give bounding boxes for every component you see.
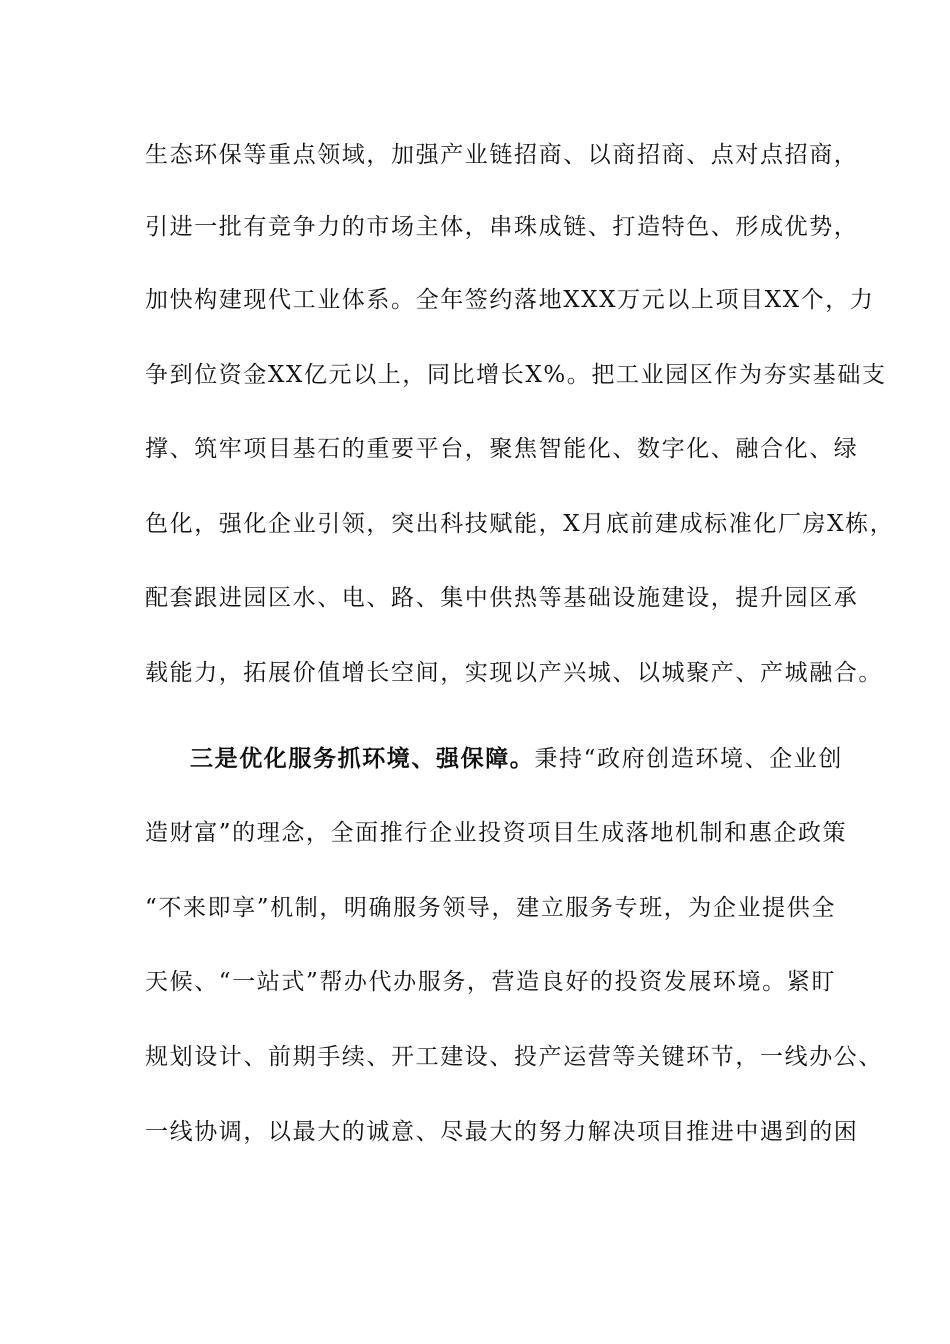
- paragraph1-line-4: 争到位资金XX亿元以上，同比增长X%。把工业园区作为夯实基础支: [145, 362, 887, 388]
- paragraph2-heading: 三是优化服务抓环境、强保障。: [190, 745, 535, 772]
- paragraph2-first-line-rest: 秉持“政府创造环境、企业创: [534, 746, 843, 772]
- paragraph1-line-1: 生态环保等重点领域，加强产业链招商、以商招商、点对点招商，: [145, 142, 859, 168]
- paragraph1-line-6: 色化，强化企业引领，突出科技赋能，X月底前建成标准化厂房X栋，: [145, 511, 895, 537]
- paragraph1-line-7: 配套跟进园区水、电、路、集中供热等基础设施建设，提升园区承: [145, 585, 859, 611]
- paragraph1-line-2: 引进一批有竞争力的市场主体，串珠成链、打造特色、形成优势，: [145, 214, 859, 240]
- paragraph2-line-1: [190, 744, 880, 774]
- paragraph1-line-5: 撑、筑牢项目基石的重要平台，聚焦智能化、数字化、融合化、绿: [145, 436, 859, 462]
- paragraph2-line-3: “不来即享”机制，明确服务领导，建立服务专班，为企业提供全: [145, 895, 836, 921]
- paragraph2-line-4: 天候、“一站式”帮办代办服务，营造良好的投资发展环境。紧盯: [145, 969, 836, 995]
- paragraph2-line-5: 规划设计、前期手续、开工建设、投产运营等关键环节，一线办公、: [145, 1044, 883, 1070]
- paragraph2-line-2: 造财富”的理念，全面推行企业投资项目生成落地机制和惠企政策: [145, 820, 848, 846]
- paragraph2-line-6: 一线协调，以最大的诚意、尽最大的努力解决项目推进中遇到的困: [145, 1119, 859, 1145]
- paragraph1-line-8: 载能力，拓展价值增长空间，实现以产兴城、以城聚产、产城融合。: [145, 660, 883, 686]
- paragraph1-line-3: 加快构建现代工业体系。全年签约落地XXX万元以上项目XX个，力: [145, 287, 875, 313]
